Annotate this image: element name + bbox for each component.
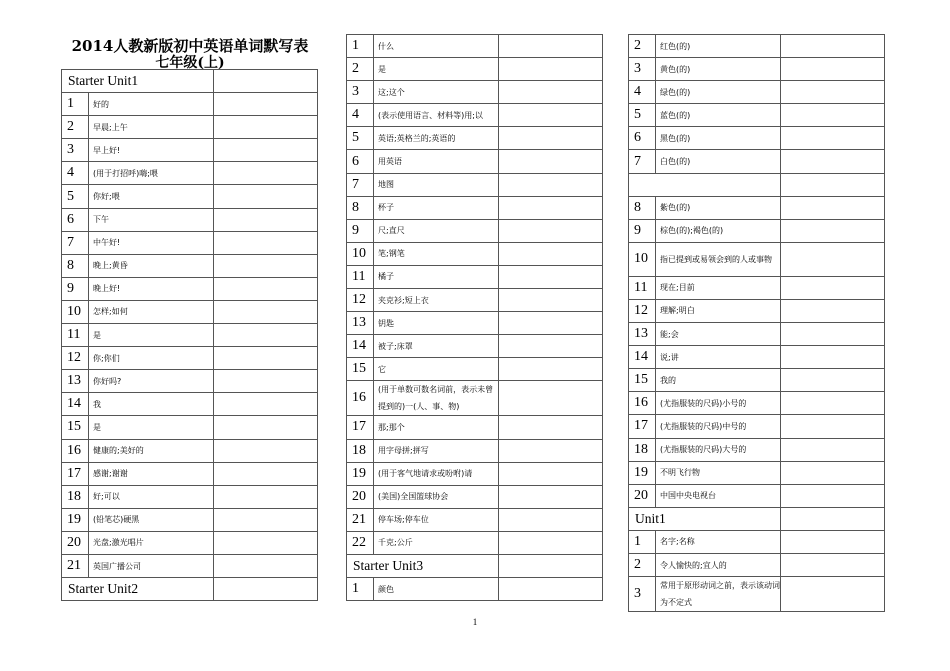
chinese-meaning: 是 xyxy=(374,58,499,81)
item-number: 2 xyxy=(347,58,374,81)
item-number: 10 xyxy=(347,242,374,265)
table-row xyxy=(62,231,318,254)
item-number: 4 xyxy=(629,81,656,104)
table-row xyxy=(62,93,318,116)
item-number: 12 xyxy=(629,299,656,322)
chinese-meaning: (美国)全国篮球协会 xyxy=(374,485,499,508)
vocab-table-2 xyxy=(346,34,603,601)
table-row xyxy=(629,369,885,392)
item-number: 3 xyxy=(347,81,374,104)
answer-cell xyxy=(214,93,318,116)
chinese-meaning: 健康的;美好的 xyxy=(89,439,214,462)
table-row xyxy=(629,415,885,438)
chinese-meaning: 你好;喂 xyxy=(89,185,214,208)
item-number: 15 xyxy=(347,358,374,381)
chinese-meaning: 中午好! xyxy=(89,231,214,254)
item-number: 14 xyxy=(629,346,656,369)
chinese-meaning: 笔;钢笔 xyxy=(374,242,499,265)
item-number: 19 xyxy=(62,508,89,531)
table-row xyxy=(62,393,318,416)
unit-header: Unit1 xyxy=(629,507,781,530)
table-row xyxy=(629,438,885,461)
item-number: 1 xyxy=(629,530,656,553)
table-row xyxy=(347,104,603,127)
chinese-meaning: 下午 xyxy=(89,208,214,231)
item-number: 7 xyxy=(629,150,656,173)
answer-cell xyxy=(214,300,318,323)
chinese-meaning: 你;你们 xyxy=(89,347,214,370)
table-row xyxy=(629,173,885,196)
answer-cell xyxy=(781,346,885,369)
chinese-meaning: (尤指服装的尺码)中号的 xyxy=(656,415,781,438)
table-row xyxy=(347,578,603,601)
item-number: 8 xyxy=(347,196,374,219)
answer-cell xyxy=(781,242,885,276)
table-row xyxy=(629,299,885,322)
answer-cell xyxy=(781,58,885,81)
answer-cell xyxy=(499,554,603,577)
unit-header: Starter Unit3 xyxy=(347,554,499,577)
answer-cell xyxy=(214,70,318,93)
answer-cell xyxy=(499,358,603,381)
unit-header-row xyxy=(62,70,318,93)
chinese-meaning: 早晨;上午 xyxy=(89,116,214,139)
item-number: 5 xyxy=(62,185,89,208)
answer-cell xyxy=(214,462,318,485)
item-number: 13 xyxy=(629,323,656,346)
chinese-meaning: 什么 xyxy=(374,35,499,58)
empty-cell xyxy=(629,173,781,196)
chinese-meaning: 说;讲 xyxy=(656,346,781,369)
chinese-meaning: 紫色(的) xyxy=(656,196,781,219)
table-row xyxy=(629,323,885,346)
item-number: 15 xyxy=(629,369,656,392)
item-number: 18 xyxy=(629,438,656,461)
table-row xyxy=(347,81,603,104)
table-row xyxy=(629,577,885,612)
item-number: 8 xyxy=(62,254,89,277)
item-number: 16 xyxy=(629,392,656,415)
table-row xyxy=(62,416,318,439)
item-number: 2 xyxy=(629,35,656,58)
item-number: 11 xyxy=(629,276,656,299)
table-row xyxy=(629,242,885,276)
chinese-meaning: 晚上好! xyxy=(89,277,214,300)
chinese-meaning: 是 xyxy=(89,416,214,439)
answer-cell xyxy=(499,196,603,219)
answer-cell xyxy=(214,485,318,508)
answer-cell xyxy=(781,392,885,415)
item-number: 17 xyxy=(347,416,374,439)
table-row xyxy=(62,347,318,370)
item-number: 18 xyxy=(62,485,89,508)
item-number: 14 xyxy=(347,335,374,358)
table-row xyxy=(347,289,603,312)
item-number: 19 xyxy=(629,461,656,484)
table-row xyxy=(347,219,603,242)
item-number: 10 xyxy=(62,300,89,323)
item-number: 15 xyxy=(62,416,89,439)
chinese-meaning: 中国中央电视台 xyxy=(656,484,781,507)
answer-cell xyxy=(214,578,318,601)
answer-cell xyxy=(214,370,318,393)
chinese-meaning: 指已提到或易领会到的人或事物 xyxy=(656,242,781,276)
chinese-meaning: 尺;直尺 xyxy=(374,219,499,242)
answer-cell xyxy=(781,35,885,58)
table-row xyxy=(347,335,603,358)
item-number: 11 xyxy=(347,265,374,288)
item-number: 7 xyxy=(62,231,89,254)
unit-header: Starter Unit2 xyxy=(62,578,214,601)
item-number: 21 xyxy=(347,508,374,531)
item-number: 6 xyxy=(62,208,89,231)
chinese-meaning: 英语;英格兰的;英语的 xyxy=(374,127,499,150)
table-row xyxy=(347,358,603,381)
answer-cell xyxy=(214,277,318,300)
answer-cell xyxy=(499,381,603,416)
chinese-meaning: 名字;名称 xyxy=(656,530,781,553)
item-number: 1 xyxy=(347,35,374,58)
answer-cell xyxy=(781,415,885,438)
item-number: 3 xyxy=(629,58,656,81)
item-number: 20 xyxy=(347,485,374,508)
answer-cell xyxy=(781,438,885,461)
table-row xyxy=(629,35,885,58)
item-number: 17 xyxy=(62,462,89,485)
answer-cell xyxy=(499,219,603,242)
answer-cell xyxy=(214,116,318,139)
table-row xyxy=(62,508,318,531)
item-number: 22 xyxy=(347,531,374,554)
table-row xyxy=(347,485,603,508)
item-number: 4 xyxy=(62,162,89,185)
chinese-meaning: 绿色(的) xyxy=(656,81,781,104)
item-number: 16 xyxy=(62,439,89,462)
item-number: 4 xyxy=(347,104,374,127)
item-number: 12 xyxy=(62,347,89,370)
table-row xyxy=(629,127,885,150)
unit-header-row xyxy=(62,578,318,601)
chinese-meaning: 红色(的) xyxy=(656,35,781,58)
answer-cell xyxy=(499,265,603,288)
table-row xyxy=(629,219,885,242)
answer-cell xyxy=(781,276,885,299)
item-number: 13 xyxy=(62,370,89,393)
answer-cell xyxy=(214,531,318,554)
chinese-meaning: 被子;床罩 xyxy=(374,335,499,358)
chinese-meaning: 我 xyxy=(89,393,214,416)
chinese-meaning: 那;那个 xyxy=(374,416,499,439)
answer-cell xyxy=(781,196,885,219)
answer-cell xyxy=(214,347,318,370)
table-row xyxy=(347,196,603,219)
table-row xyxy=(347,508,603,531)
table-row xyxy=(629,196,885,219)
chinese-meaning: 你好吗? xyxy=(89,370,214,393)
table-row xyxy=(62,254,318,277)
answer-cell xyxy=(781,577,885,612)
chinese-meaning: 常用于原形动词之前，表示该动词为不定式 xyxy=(656,577,781,612)
answer-cell xyxy=(781,219,885,242)
chinese-meaning: 这;这个 xyxy=(374,81,499,104)
chinese-meaning: 英国广播公司 xyxy=(89,554,214,577)
vocab-table-1 xyxy=(61,69,318,601)
table-row xyxy=(347,173,603,196)
answer-cell xyxy=(781,461,885,484)
chinese-meaning: 棕色(的);褐色(的) xyxy=(656,219,781,242)
table-row xyxy=(62,531,318,554)
answer-cell xyxy=(781,369,885,392)
answer-cell xyxy=(499,462,603,485)
chinese-meaning: 橘子 xyxy=(374,265,499,288)
item-number: 6 xyxy=(347,150,374,173)
answer-cell xyxy=(214,208,318,231)
item-number: 12 xyxy=(347,289,374,312)
chinese-meaning: 是 xyxy=(89,324,214,347)
table-row xyxy=(62,485,318,508)
answer-cell xyxy=(781,81,885,104)
item-number: 17 xyxy=(629,415,656,438)
item-number: 7 xyxy=(347,173,374,196)
item-number: 14 xyxy=(62,393,89,416)
chinese-meaning: 晚上;黄昏 xyxy=(89,254,214,277)
chinese-meaning: (表示使用语言、材料等)用;以 xyxy=(374,104,499,127)
chinese-meaning: 黑色(的) xyxy=(656,127,781,150)
chinese-meaning: 我的 xyxy=(656,369,781,392)
chinese-meaning: 用字母拼;拼写 xyxy=(374,439,499,462)
table-row xyxy=(62,208,318,231)
answer-cell xyxy=(499,531,603,554)
chinese-meaning: 现在;目前 xyxy=(656,276,781,299)
chinese-meaning: 颜色 xyxy=(374,578,499,601)
answer-cell xyxy=(781,484,885,507)
table-row xyxy=(629,276,885,299)
answer-cell xyxy=(499,289,603,312)
table-row xyxy=(347,531,603,554)
chinese-meaning: 好;可以 xyxy=(89,485,214,508)
chinese-meaning: 它 xyxy=(374,358,499,381)
table-row xyxy=(62,324,318,347)
chinese-meaning: (用于单数可数名词前，表示未曾提到的)一(人、事、物) xyxy=(374,381,499,416)
answer-cell xyxy=(214,554,318,577)
answer-cell xyxy=(499,58,603,81)
answer-cell xyxy=(781,323,885,346)
table-row xyxy=(629,150,885,173)
table-row xyxy=(629,346,885,369)
chinese-meaning: 蓝色(的) xyxy=(656,104,781,127)
chinese-meaning: 白色(的) xyxy=(656,150,781,173)
table-row xyxy=(629,392,885,415)
answer-cell xyxy=(499,439,603,462)
table-row xyxy=(629,104,885,127)
answer-cell xyxy=(781,299,885,322)
chinese-meaning: 停车场;停车位 xyxy=(374,508,499,531)
answer-cell xyxy=(499,104,603,127)
answer-cell xyxy=(499,312,603,335)
unit-header: Starter Unit1 xyxy=(62,70,214,93)
table-row xyxy=(62,462,318,485)
answer-cell xyxy=(499,242,603,265)
answer-cell xyxy=(781,173,885,196)
table-row xyxy=(347,150,603,173)
answer-cell xyxy=(499,508,603,531)
chinese-meaning: 理解;明白 xyxy=(656,299,781,322)
table-row xyxy=(62,162,318,185)
item-number: 5 xyxy=(629,104,656,127)
table-row xyxy=(629,484,885,507)
answer-cell xyxy=(499,150,603,173)
answer-cell xyxy=(214,393,318,416)
vocab-table-3 xyxy=(628,34,885,612)
chinese-meaning: 用英语 xyxy=(374,150,499,173)
table-row xyxy=(347,312,603,335)
item-number: 2 xyxy=(629,553,656,576)
answer-cell xyxy=(781,104,885,127)
chinese-meaning: (用于客气地请求或吩咐)请 xyxy=(374,462,499,485)
answer-cell xyxy=(781,127,885,150)
table-row xyxy=(62,139,318,162)
page-title: 2014人教新版初中英语单词默写表 xyxy=(71,37,309,55)
answer-cell xyxy=(781,507,885,530)
answer-cell xyxy=(214,162,318,185)
answer-cell xyxy=(781,530,885,553)
chinese-meaning: 好的 xyxy=(89,93,214,116)
answer-cell xyxy=(499,578,603,601)
table-row xyxy=(347,127,603,150)
item-number: 16 xyxy=(347,381,374,416)
table-row xyxy=(62,277,318,300)
item-number: 9 xyxy=(62,277,89,300)
answer-cell xyxy=(214,254,318,277)
item-number: 21 xyxy=(62,554,89,577)
table-row xyxy=(62,116,318,139)
page-subtitle: 七年级(上) xyxy=(155,55,225,71)
answer-cell xyxy=(214,324,318,347)
table-row xyxy=(347,265,603,288)
table-row xyxy=(62,554,318,577)
chinese-meaning: (尤指服装的尺码)大号的 xyxy=(656,438,781,461)
answer-cell xyxy=(499,35,603,58)
table-row xyxy=(347,242,603,265)
answer-cell xyxy=(499,416,603,439)
chinese-meaning: 钥匙 xyxy=(374,312,499,335)
unit-header-row xyxy=(347,554,603,577)
chinese-meaning: 能;会 xyxy=(656,323,781,346)
chinese-meaning: 杯子 xyxy=(374,196,499,219)
chinese-meaning: (尤指服装的尺码)小号的 xyxy=(656,392,781,415)
table-row xyxy=(347,35,603,58)
chinese-meaning: 不明飞行物 xyxy=(656,461,781,484)
item-number: 3 xyxy=(62,139,89,162)
table-row xyxy=(629,461,885,484)
chinese-meaning: 光盘;激光唱片 xyxy=(89,531,214,554)
answer-cell xyxy=(214,139,318,162)
answer-cell xyxy=(214,231,318,254)
table-row xyxy=(62,439,318,462)
item-number: 20 xyxy=(629,484,656,507)
item-number: 20 xyxy=(62,531,89,554)
table-row xyxy=(347,58,603,81)
answer-cell xyxy=(499,127,603,150)
table-row xyxy=(347,381,603,416)
item-number: 1 xyxy=(347,578,374,601)
item-number: 18 xyxy=(347,439,374,462)
answer-cell xyxy=(214,185,318,208)
item-number: 2 xyxy=(62,116,89,139)
table-row xyxy=(629,58,885,81)
item-number: 5 xyxy=(347,127,374,150)
table-row xyxy=(347,462,603,485)
chinese-meaning: 千克;公斤 xyxy=(374,531,499,554)
item-number: 6 xyxy=(629,127,656,150)
answer-cell xyxy=(781,150,885,173)
table-row xyxy=(62,300,318,323)
answer-cell xyxy=(214,439,318,462)
chinese-meaning: 怎样;如何 xyxy=(89,300,214,323)
item-number: 9 xyxy=(629,219,656,242)
answer-cell xyxy=(499,173,603,196)
item-number: 8 xyxy=(629,196,656,219)
chinese-meaning: 黄色(的) xyxy=(656,58,781,81)
item-number: 3 xyxy=(629,577,656,612)
page-number: 1 xyxy=(472,617,478,627)
answer-cell xyxy=(214,416,318,439)
answer-cell xyxy=(499,335,603,358)
item-number: 11 xyxy=(62,324,89,347)
table-row xyxy=(62,370,318,393)
item-number: 13 xyxy=(347,312,374,335)
answer-cell xyxy=(499,81,603,104)
item-number: 10 xyxy=(629,242,656,276)
chinese-meaning: 早上好! xyxy=(89,139,214,162)
item-number: 19 xyxy=(347,462,374,485)
chinese-meaning: 感谢;谢谢 xyxy=(89,462,214,485)
chinese-meaning: (铅笔芯)硬黑 xyxy=(89,508,214,531)
chinese-meaning: 夹克衫;短上衣 xyxy=(374,289,499,312)
answer-cell xyxy=(214,508,318,531)
table-row xyxy=(62,185,318,208)
table-row xyxy=(347,439,603,462)
item-number: 1 xyxy=(62,93,89,116)
table-row xyxy=(629,530,885,553)
table-row xyxy=(347,416,603,439)
chinese-meaning: (用于打招呼)嗨;喂 xyxy=(89,162,214,185)
table-row xyxy=(629,553,885,576)
chinese-meaning: 令人愉快的;宜人的 xyxy=(656,553,781,576)
answer-cell xyxy=(499,485,603,508)
chinese-meaning: 地图 xyxy=(374,173,499,196)
item-number: 9 xyxy=(347,219,374,242)
answer-cell xyxy=(781,553,885,576)
unit-header-row xyxy=(629,507,885,530)
table-row xyxy=(629,81,885,104)
